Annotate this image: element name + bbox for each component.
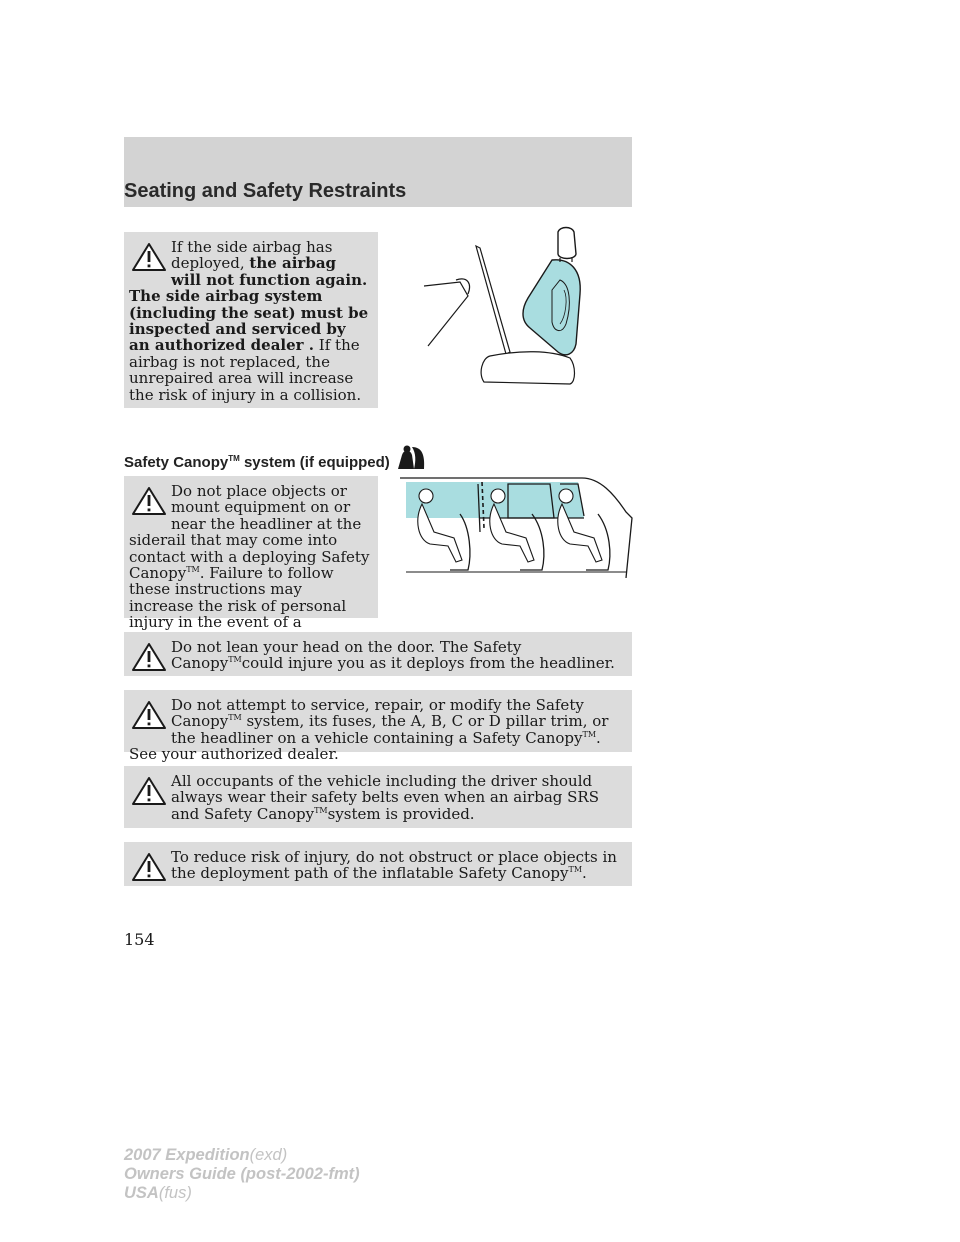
warning-service-repair xyxy=(124,690,632,764)
warning-lean-head xyxy=(124,632,632,676)
warning-service-repair-text: Do not attempt to service, repair, or modify the Safety Canopy™ system, its fuses, the A, B, C or D pillar trim, or the headliner on a vehicle containing a Safety Canopy™. See your authorized dealer. xyxy=(129,696,609,764)
warning-deployment-path-text: To reduce risk of injury, do not obstruct or place objects in the deployment path of the inflatable Safety Canopy™. xyxy=(171,848,617,883)
safety-canopy-heading: Safety Canopy™ system (if equipped) xyxy=(124,441,424,471)
warning-triangle-icon xyxy=(129,775,169,807)
warning-headliner-objects-text: Do not place objects or mount equipment on or near the headliner at the siderail that may come into contact with a deploying Safety Canopy™. Failure to follow these instructions may increase the risk of personal injury in the event of a xyxy=(129,482,370,632)
side-airbag-warning-text: If the side airbag has deployed, the airbag will not function again. The side airbag system (including the seat) must be inspected and serviced by an authorized dealer . If the airbag is not replaced, the unrepaired area will increase the risk of injury in a collision. xyxy=(129,238,369,404)
warning-lean-head-text: Do not lean your head on the door. The Safety Canopy™could injure you as it deploys from the headliner. xyxy=(171,638,615,673)
warning-deployment-path xyxy=(124,842,632,886)
warning-safety-belts xyxy=(124,766,632,828)
warning-safety-belts-text: All occupants of the vehicle including the driver should always wear their safety belts even when an airbag SRS and Safety Canopy™system is provided. xyxy=(171,772,599,823)
side-airbag-warning xyxy=(124,232,378,408)
warning-headliner-objects xyxy=(124,476,378,632)
page-title: Seating and Safety Restraints xyxy=(124,180,407,202)
safety-canopy-occupant-icon xyxy=(396,445,426,471)
side-airbag-seat-illustration xyxy=(420,224,590,389)
warning-triangle-icon xyxy=(129,851,169,883)
warning-triangle-icon xyxy=(129,641,169,673)
warning-triangle-icon xyxy=(129,241,169,273)
warning-triangle-icon xyxy=(129,699,169,731)
warning-triangle-icon xyxy=(129,485,169,517)
safety-canopy-vehicle-illustration xyxy=(400,474,635,578)
page-number: 154 xyxy=(124,930,155,949)
document-footer: 2007 Expedition(exd) Owners Guide (post-2002-fmt) USA(fus) xyxy=(124,1146,360,1202)
